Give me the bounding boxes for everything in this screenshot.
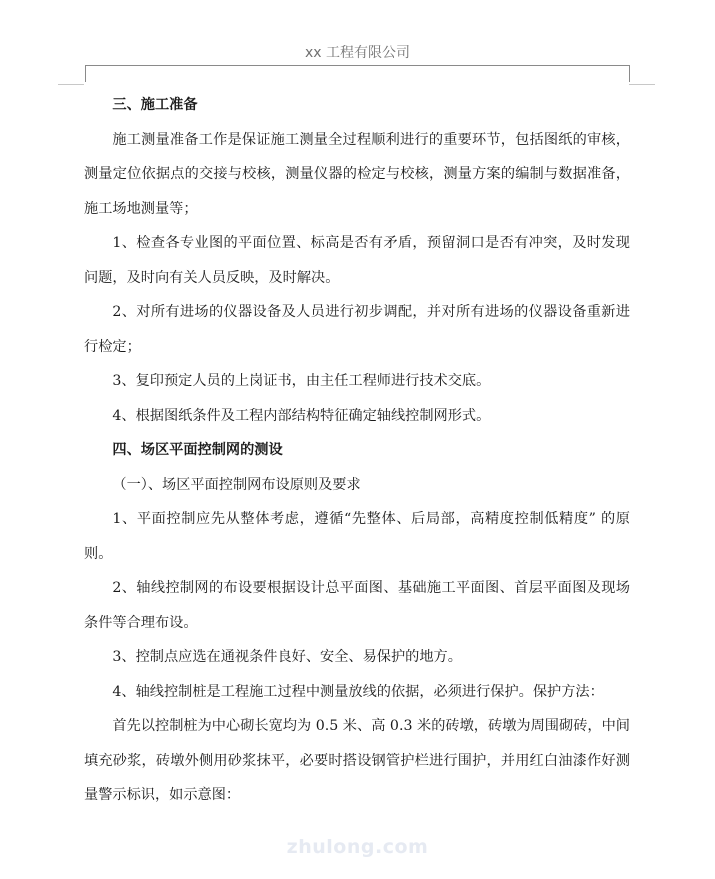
margin-corner-right (629, 84, 655, 85)
list-item-4: 4、根据图纸条件及工程内部结构特征确定轴线控制网形式。 (112, 407, 491, 424)
document-body (84, 88, 630, 813)
list-item-3: 3、复印预定人员的上岗证书，由主任工程师进行技术交底。 (112, 373, 491, 389)
list-item-1: 1、检查各专业图的平面位置、标高是否有矛盾，预留洞口是否有冲突，及时发现问题，及时向有关人员反映，及时解决。 (84, 235, 630, 286)
protection-method-paragraph: 首先以控制桩为中心砌长宽均为 0.5 米、高 0.3 米的砖墩，砖墩为周围砌砖，中间填充砂浆，砖墩外侧用砂浆抹平，必要时搭设钢管护栏进行围护，并用红白油漆作好测量警示标识，如示意图： (84, 718, 630, 803)
list-item-2: 2、对所有进场的仪器设备及人员进行初步调配，并对所有进场的仪器设备重新进行检定； (84, 304, 630, 355)
header-margin-tick-left (85, 65, 86, 82)
watermark: zhulong.com (286, 836, 429, 858)
page-header-company: xx 工程有限公司 (304, 45, 411, 61)
margin-corner-left (58, 84, 84, 85)
rule-item-3: 3、控制点应选在通视条件良好、安全、易保护的地方。 (112, 649, 462, 665)
rule-item-4: 4、轴线控制桩是工程施工过程中测量放线的依据，必须进行保护。保护方法： (112, 683, 604, 700)
intro-paragraph: 施工测量准备工作是保证施工测量全过程顺利进行的重要环节，包括图纸的审核，测量定位依据点的交接与校核，测量仪器的检定与校核，测量方案的编制与数据准备，施工场地测量等； (84, 131, 630, 217)
section-heading-3: 三、施工准备 (112, 97, 198, 113)
rule-item-2: 2、轴线控制网的布设要根据设计总平面图、基础施工平面图、首层平面图及现场条件等合理布设。 (84, 580, 630, 631)
section-heading-4: 四、场区平面控制网的测设 (112, 442, 283, 458)
header-rule (85, 65, 630, 66)
subsection-heading-1: （一）、场区平面控制网布设原则及要求 (112, 476, 361, 493)
header-margin-tick-right (629, 65, 630, 82)
rule-item-1: 1、平面控制应先从整体考虑，遵循“先整体、后局部，高精度控制低精度” 的原则。 (84, 511, 630, 562)
